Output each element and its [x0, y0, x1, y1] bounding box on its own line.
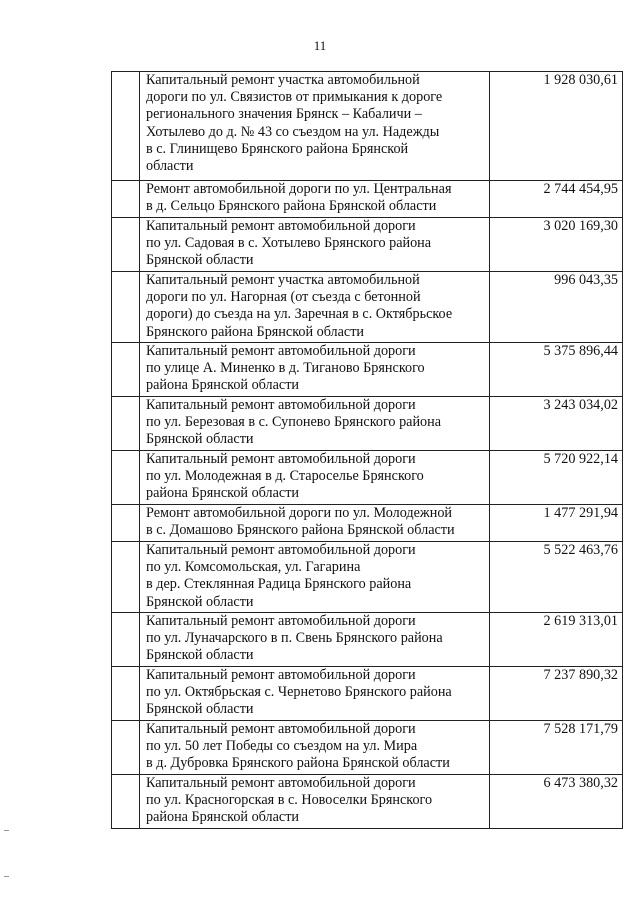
row-index-cell	[112, 72, 140, 181]
table-row	[112, 667, 623, 721]
row-index-cell	[112, 343, 140, 397]
row-amount: 996 043,35	[490, 272, 623, 343]
row-description: Капитальный ремонт автомобильной дороги по ул. Луначарского в п. Свень Брянского района Брянской области	[140, 613, 490, 667]
row-description: Капитальный ремонт участка автомобильной дороги по ул. Связистов от примыкания к дороге регионального значения Брянск – Кабаличи – Хотылево до д. № 43 со съездом на ул. Надежды в с. Глинищево Брянского района Брянской области	[140, 72, 490, 181]
row-description: Ремонт автомобильной дороги по ул. Центральная в д. Сельцо Брянского района Брянской области	[140, 181, 490, 218]
row-description: Капитальный ремонт автомобильной дороги по улице А. Миненко в д. Тиганово Брянского района Брянской области	[140, 343, 490, 397]
row-amount: 3 243 034,02	[490, 397, 623, 451]
row-amount: 7 528 171,79	[490, 721, 623, 775]
row-index-cell	[112, 542, 140, 613]
table-row	[112, 542, 623, 613]
row-amount: 3 020 169,30	[490, 218, 623, 272]
road-repair-table-body	[112, 72, 623, 829]
page-number: 11	[313, 38, 327, 53]
row-description: Капитальный ремонт автомобильной дороги по ул. Октябрьская с. Чернетово Брянского района Брянской области	[140, 667, 490, 721]
row-description: Капитальный ремонт автомобильной дороги по ул. Красногорская в с. Новоселки Брянского района Брянской области	[140, 775, 490, 829]
table-row	[112, 505, 623, 542]
table-row	[112, 775, 623, 829]
row-amount: 1 477 291,94	[490, 505, 623, 542]
table-row	[112, 72, 623, 181]
table-row	[112, 451, 623, 505]
table-row	[112, 343, 623, 397]
row-description: Капитальный ремонт автомобильной дороги по ул. Молодежная в д. Староселье Брянского района Брянской области	[140, 451, 490, 505]
row-index-cell	[112, 272, 140, 343]
row-description: Капитальный ремонт автомобильной дороги по ул. 50 лет Победы со съездом на ул. Мира в д. Дубровка Брянского района Брянской области	[140, 721, 490, 775]
row-amount: 6 473 380,32	[490, 775, 623, 829]
row-amount: 2 619 313,01	[490, 613, 623, 667]
table-row	[112, 272, 623, 343]
row-description: Ремонт автомобильной дороги по ул. Молодежной в с. Домашово Брянского района Брянской области	[140, 505, 490, 542]
row-description: Капитальный ремонт участка автомобильной дороги по ул. Нагорная (от съезда с бетонной дороги) до съезда на ул. Заречная в с. Октябрьское Брянского района Брянской области	[140, 272, 490, 343]
row-index-cell	[112, 505, 140, 542]
row-amount: 7 237 890,32	[490, 667, 623, 721]
row-index-cell	[112, 667, 140, 721]
row-index-cell	[112, 775, 140, 829]
row-description: Капитальный ремонт автомобильной дороги по ул. Березовая в с. Супонево Брянского района Брянской области	[140, 397, 490, 451]
row-description: Капитальный ремонт автомобильной дороги по ул. Садовая в с. Хотылево Брянского района Брянской области	[140, 218, 490, 272]
row-amount: 5 522 463,76	[490, 542, 623, 613]
row-index-cell	[112, 397, 140, 451]
row-amount: 2 744 454,95	[490, 181, 623, 218]
row-index-cell	[112, 613, 140, 667]
row-index-cell	[112, 451, 140, 505]
road-repair-table	[111, 71, 623, 829]
row-description: Капитальный ремонт автомобильной дороги по ул. Комсомольская, ул. Гагарина в дер. Стеклянная Радица Брянского района Брянской области	[140, 542, 490, 613]
row-amount: 5 375 896,44	[490, 343, 623, 397]
table-row	[112, 181, 623, 218]
scan-edge-mark	[4, 876, 9, 877]
table-row	[112, 397, 623, 451]
row-index-cell	[112, 181, 140, 218]
table-row	[112, 218, 623, 272]
row-amount: 1 928 030,61	[490, 72, 623, 181]
row-index-cell	[112, 218, 140, 272]
table-row	[112, 721, 623, 775]
scan-edge-mark	[4, 830, 9, 831]
row-index-cell	[112, 721, 140, 775]
row-amount: 5 720 922,14	[490, 451, 623, 505]
table-row	[112, 613, 623, 667]
